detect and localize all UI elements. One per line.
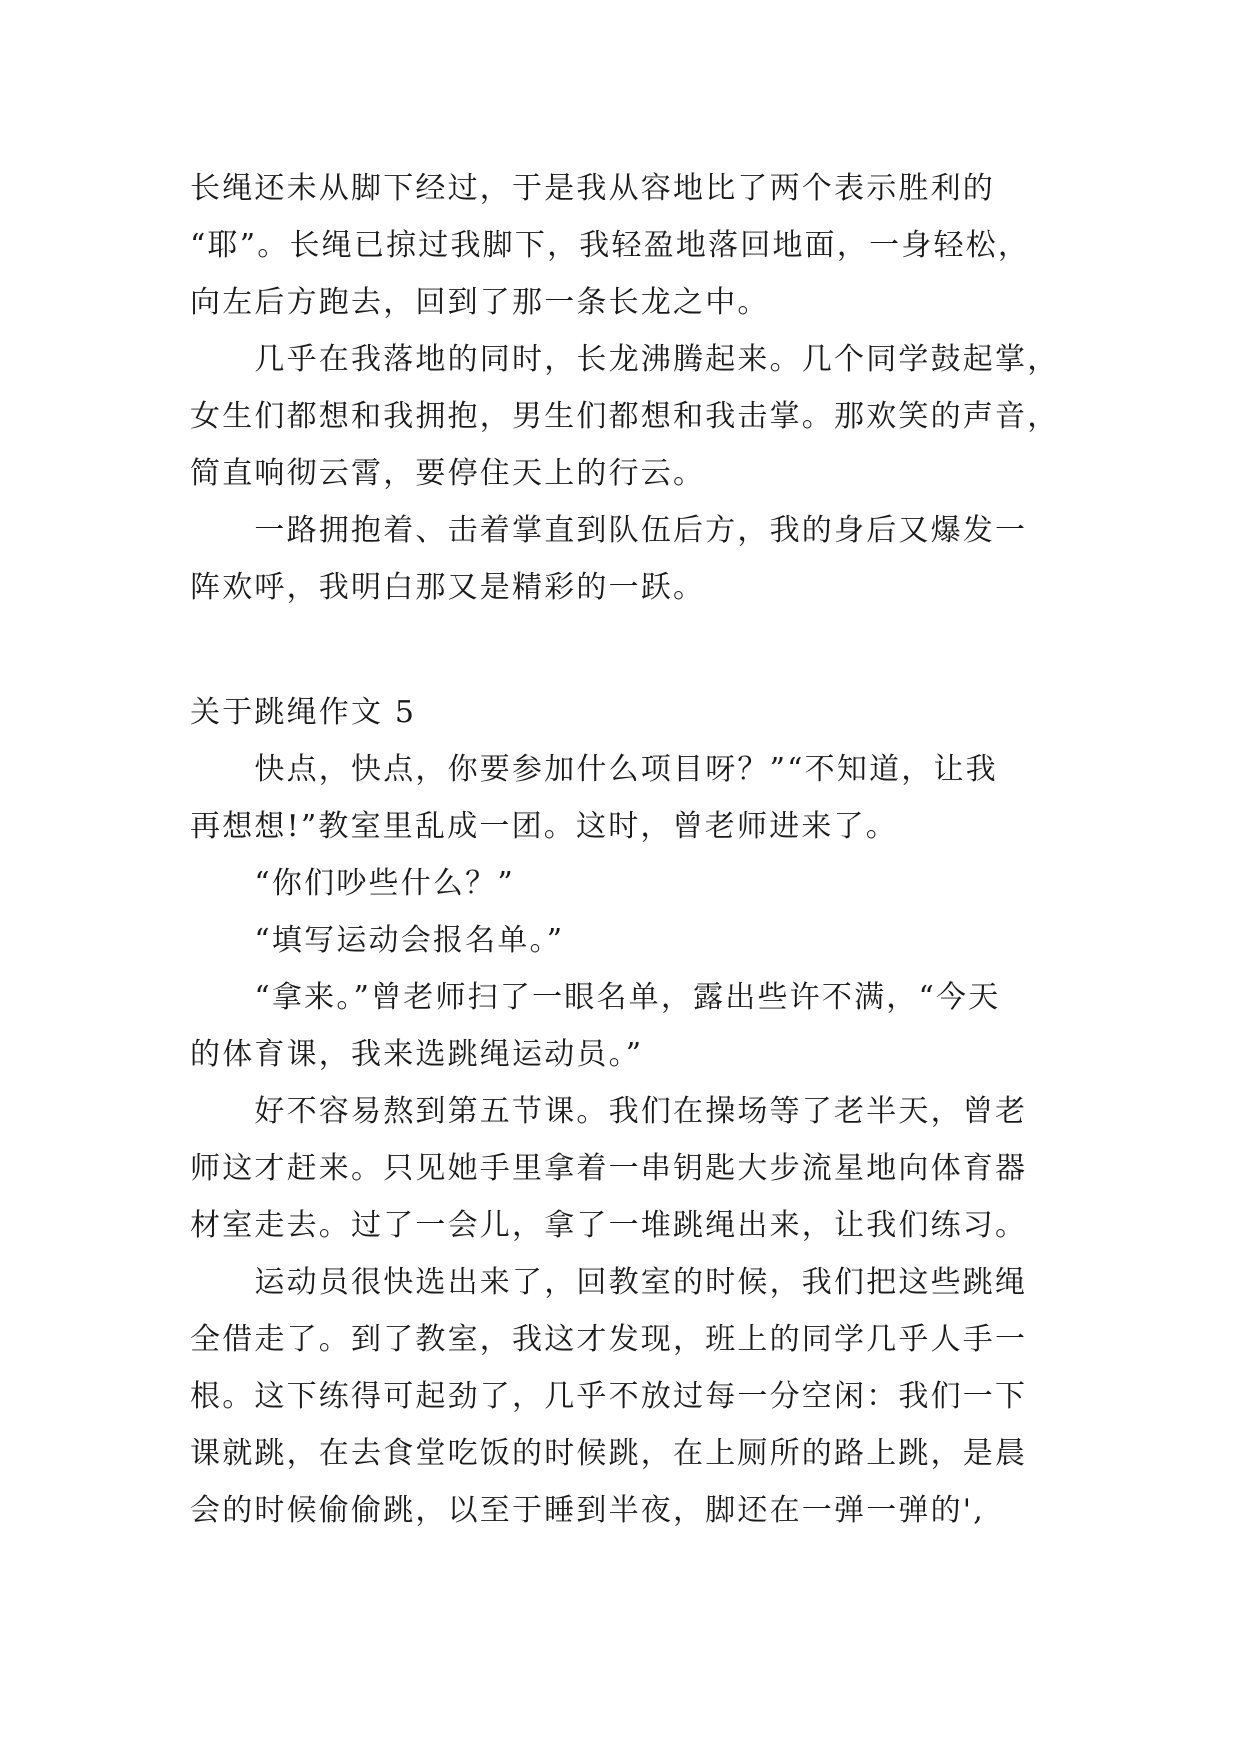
text-line: 的体育课，我来选跳绳运动员。” xyxy=(190,1037,644,1072)
section-spacer xyxy=(190,616,1050,684)
text-line: 快点，快点，你要参加什么项目呀？”“不知道，让我 xyxy=(190,752,998,787)
paragraph-q2 xyxy=(190,855,1050,912)
text-line: “你们吵些什么？” xyxy=(190,866,515,901)
text-line: 师这才赶来。只见她手里拿着一串钥匙大步流星地向体育器 xyxy=(190,1151,1028,1186)
paragraph-q3 xyxy=(190,912,1050,969)
paragraph-q1 xyxy=(190,741,1050,855)
text-line: 一路拥抱着、击着掌直到队伍后方，我的身后又爆发一 xyxy=(190,513,1028,548)
paragraph-1 xyxy=(190,160,1050,331)
text-line: 会的时候偷偷跳，以至于睡到半夜，脚还在一弹一弹的', xyxy=(190,1493,985,1528)
text-line: 简直响彻云霄，要停住天上的行云。 xyxy=(190,456,706,491)
text-line: 运动员很快选出来了，回教室的时候，我们把这些跳绳 xyxy=(190,1265,1028,1300)
paragraph-q5 xyxy=(190,1083,1050,1254)
text-line: 材室走去。过了一会儿，拿了一堆跳绳出来，让我们练习。 xyxy=(190,1208,1028,1243)
section-title xyxy=(190,684,1050,741)
paragraph-2 xyxy=(190,331,1060,502)
text-line: 好不容易熬到第五节课。我们在操场等了老半天，曾老 xyxy=(190,1094,1028,1129)
text-line: 向左后方跑去，回到了那一条长龙之中。 xyxy=(190,285,770,320)
text-line: 根。这下练得可起劲了，几乎不放过每一分空闲：我们一下 xyxy=(190,1379,1028,1414)
text-line: “填写运动会报名单。” xyxy=(190,923,565,958)
paragraph-q6 xyxy=(190,1254,1050,1539)
paragraph-3 xyxy=(190,502,1050,616)
text-line: 全借走了。到了教室，我这才发现，班上的同学几乎人手一 xyxy=(190,1322,1028,1357)
paragraph-q4 xyxy=(190,969,1050,1083)
text-line: 女生们都想和我拥抱，男生们都想和我击掌。那欢笑的声音， xyxy=(190,399,1060,434)
text-line: 再想想!”教室里乱成一团。这时，曾老师进来了。 xyxy=(190,809,898,844)
text-line: 阵欢呼，我明白那又是精彩的一跃。 xyxy=(190,570,706,605)
text-line: 长绳还未从脚下经过，于是我从容地比了两个表示胜利的 xyxy=(190,171,995,206)
text-line: “耶”。长绳已掠过我脚下，我轻盈地落回地面，一身轻松， xyxy=(190,228,1031,263)
document-body xyxy=(190,160,1060,1539)
text-line: 几乎在我落地的同时，长龙沸腾起来。几个同学鼓起掌， xyxy=(190,342,1060,377)
text-line: 课就跳，在去食堂吃饭的时候跳，在上厕所的路上跳，是晨 xyxy=(190,1436,1028,1471)
section-title-text: 关于跳绳作文 5 xyxy=(190,695,417,730)
text-line: “拿来。”曾老师扫了一眼名单，露出些许不满，“今天 xyxy=(190,980,1001,1015)
